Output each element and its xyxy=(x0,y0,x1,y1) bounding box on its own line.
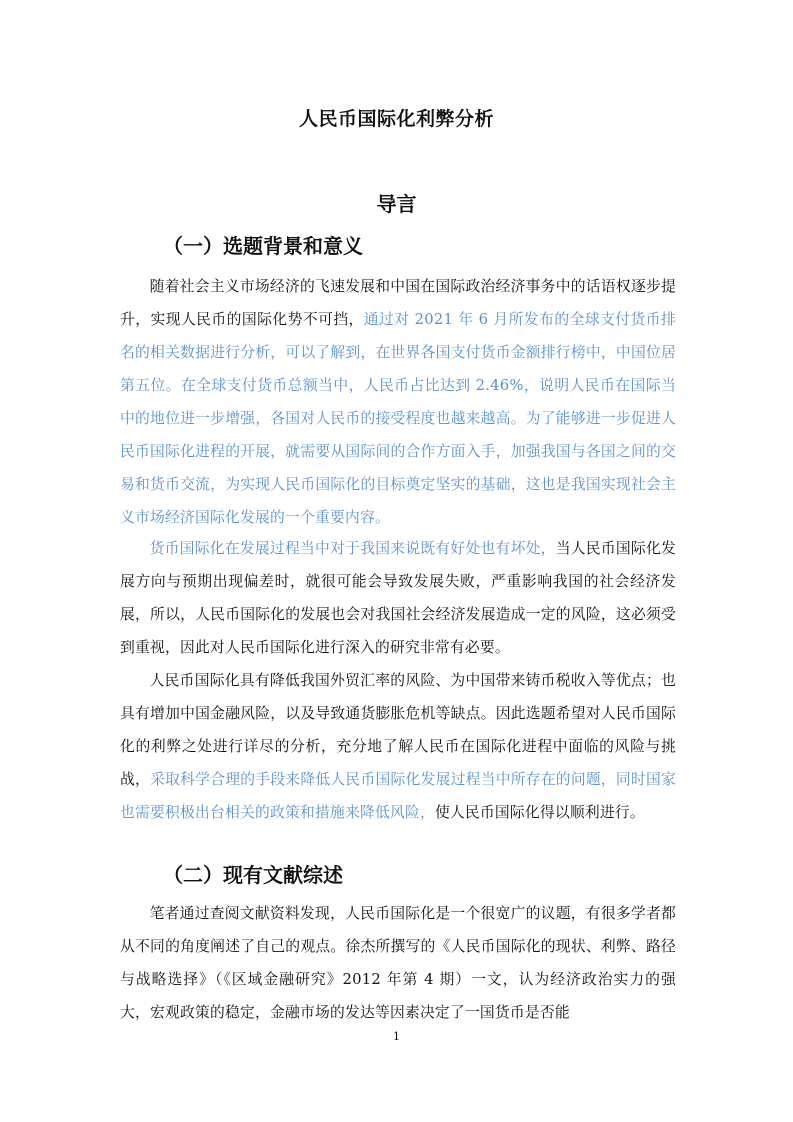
subsection-title-literature: （二）现有文献综述 xyxy=(163,863,343,887)
page-number: 1 xyxy=(393,1030,400,1043)
paragraph-text: 当人民币国际化发展方向与预期出现偏差时，就很可能会导致发展失败，严重影响我国的社会经济发展，所以，人民币国际化的发展也会对我国社会经济发展造成一定的风险，这必须受到重视，因此对人民币国际化进行深入的研究非常有必要。 xyxy=(120,540,676,656)
section-title: 导言 xyxy=(376,192,417,216)
paragraph xyxy=(120,664,676,829)
paragraph-text: 随着社会主义市场经济的飞速发展和中国在国际政治经济事务中的话语权逐步提升，实现人民币的国际化势不可挡， xyxy=(120,278,676,328)
subsection-title-background: （一）选题背景和意义 xyxy=(163,234,363,258)
highlighted-text: 采取科学合理的手段来降低人民币国际化发展过程当中所存在的问题，同时国家也需要积极出台相关的政策和措施来降低风险， xyxy=(120,771,676,821)
paragraph xyxy=(120,897,676,1029)
paragraph-text: 使人民币国际化得以顺利进行。 xyxy=(434,804,645,821)
paragraph xyxy=(120,532,676,664)
highlighted-text: 通过对 2021 年 6 月所发布的全球支付货币排名的相关数据进行分析，可以了解到，在世界各国支付货币金额排行榜中，中国位居第五位。在全球支付货币总额当中，人民币占比达到 2.46%，说明人民币在国际当中的地位进一步增强，各国对人民币的接受程度也越来越高。为了能够进一步促进人民币国际化进程的开展，就需要从国际间的合作方面入手，加强我国与各国之间的交易和货币交流，为实现人民币国际化的目标奠定坚实的基础，这也是我国实现社会主义市场经济国际化发展的一个重要内容。 xyxy=(120,311,676,526)
document-title: 人民币国际化利弊分析 xyxy=(298,108,494,130)
paragraph-text: 笔者通过查阅文献资料发现，人民币国际化是一个很宽广的议题，有很多学者都从不同的角度阐述了自己的观点。徐杰所撰写的《人民币国际化的现状、利弊、路径与战略选择》（《区域金融研究》2012 年第 4 期）一文，认为经济政治实力的强大，宏观政策的稳定，金融市场的发达等因素决定了一国货币是否能 xyxy=(120,905,676,1021)
highlighted-text: 货币国际化在发展过程当中对于我国来说既有好处也有坏处， xyxy=(149,540,556,557)
paragraph xyxy=(120,270,676,534)
paragraph-text: 人民币国际化具有降低我国外贸汇率的风险、为中国带来铸币税收入等优点；也具有增加中国金融风险，以及导致通货膨胀危机等缺点。因此选题希望对人民币国际化的利弊之处进行详尽的分析，充分地了解人民币在国际化进程中面临的风险与挑战， xyxy=(120,672,676,788)
